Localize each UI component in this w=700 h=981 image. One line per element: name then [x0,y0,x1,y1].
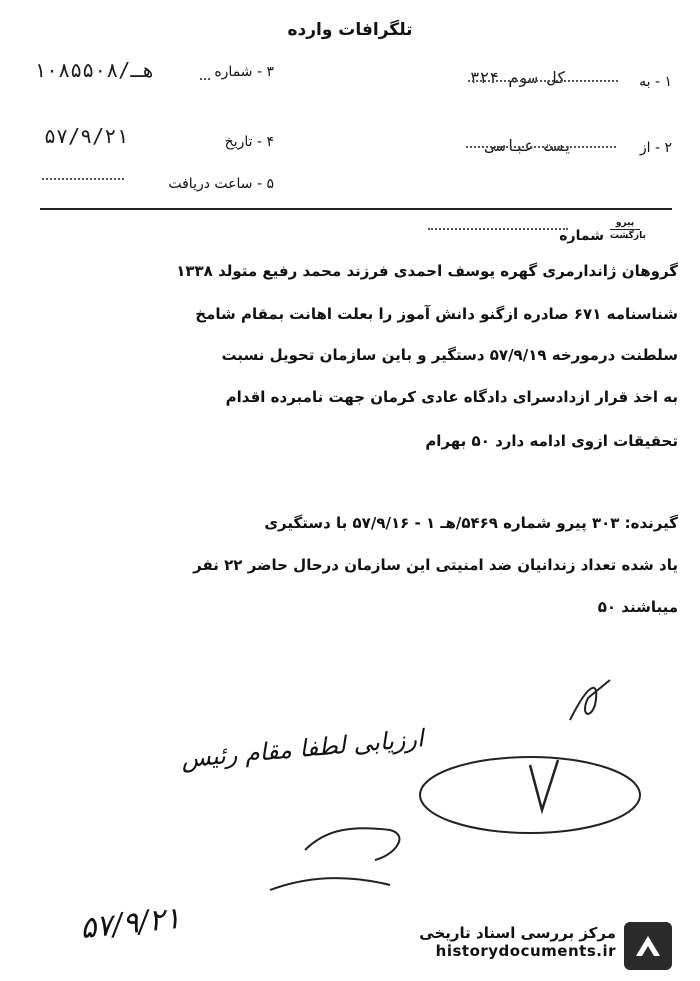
footer-name: مرکز بررسی اسناد تاریخی [419,924,616,942]
footer-url: historydocuments.ir [435,942,616,960]
date-value: ۵۷/۹/۲۱ [44,124,129,148]
number-label: ۳ - شماره [214,64,274,80]
document-title: تلگرافات وارده [287,20,413,40]
from-label: ۲ - از [639,140,672,156]
ref-label: شماره [559,228,604,244]
number-field [200,64,274,80]
archive-logo-icon [624,922,672,970]
handwritten-date: ۵۷/۹/۲۱ [78,900,183,947]
ref-dots [428,228,568,230]
number-value: ۱۰۸۵۵۰۸/هـ [34,58,155,82]
date-label: ۴ - تاریخ [224,134,274,150]
ref-stack [610,218,646,241]
received-dots [42,178,124,180]
follow-line: میباشند ۵۰ [597,598,678,616]
header-divider [40,208,672,210]
to-label: ۱ - به [639,74,672,90]
body-line: شناسنامه ۶۷۱ صادره ازگنو دانش آموز را بعلت اهانت بمقام شامخ [195,305,678,323]
body-line: گروهان ژاندارمری گهره یوسف احمدی فرزند محمد رفیع متولد ۱۳۳۸ [176,262,678,280]
ref-bottom: بازگشت [610,231,646,241]
signature-loop [305,828,399,860]
ref-top: پیرو [615,218,635,228]
to-dots [468,80,618,82]
signature-underline [270,878,390,890]
archive-logo [624,922,672,970]
footer-watermark [372,922,672,970]
body-line: تحقیقات ازوی ادامه دارد ۵۰ بهرام [425,432,678,450]
number-dots [200,78,210,80]
signature-stroke [570,680,610,720]
follow-line: گیرنده: ۳۰۳ پیرو شماره ۵۴۶۹/هـ ۱ - ۵۷/۹/۱۶ با دستگیری [264,514,678,532]
footer-text [376,924,616,960]
follow-line: یاد شده تعداد زندانیان ضد امنیتی این سازمان درحال حاضر ۲۲ نفر [193,556,678,574]
body-line: به اخذ قرار ازدادسرای دادگاه عادی کرمان جهت نامبرده اقدام [225,388,678,406]
from-dots [466,146,616,148]
to-value: کل سوم ۳۲۴ [470,68,567,87]
handwritten-annotation: ارزیابی لطفا مقام رئیس [179,724,425,774]
stamp-check-mark [530,760,558,810]
ref-divider [610,229,640,230]
body-line: سلطنت درمورخه ۵۷/۹/۱۹ دستگیر و باین سازمان تحویل نسبت [221,346,678,364]
from-value: یست عباسی [486,136,573,155]
received-label: ۵ - ساعت دریافت [168,176,274,192]
